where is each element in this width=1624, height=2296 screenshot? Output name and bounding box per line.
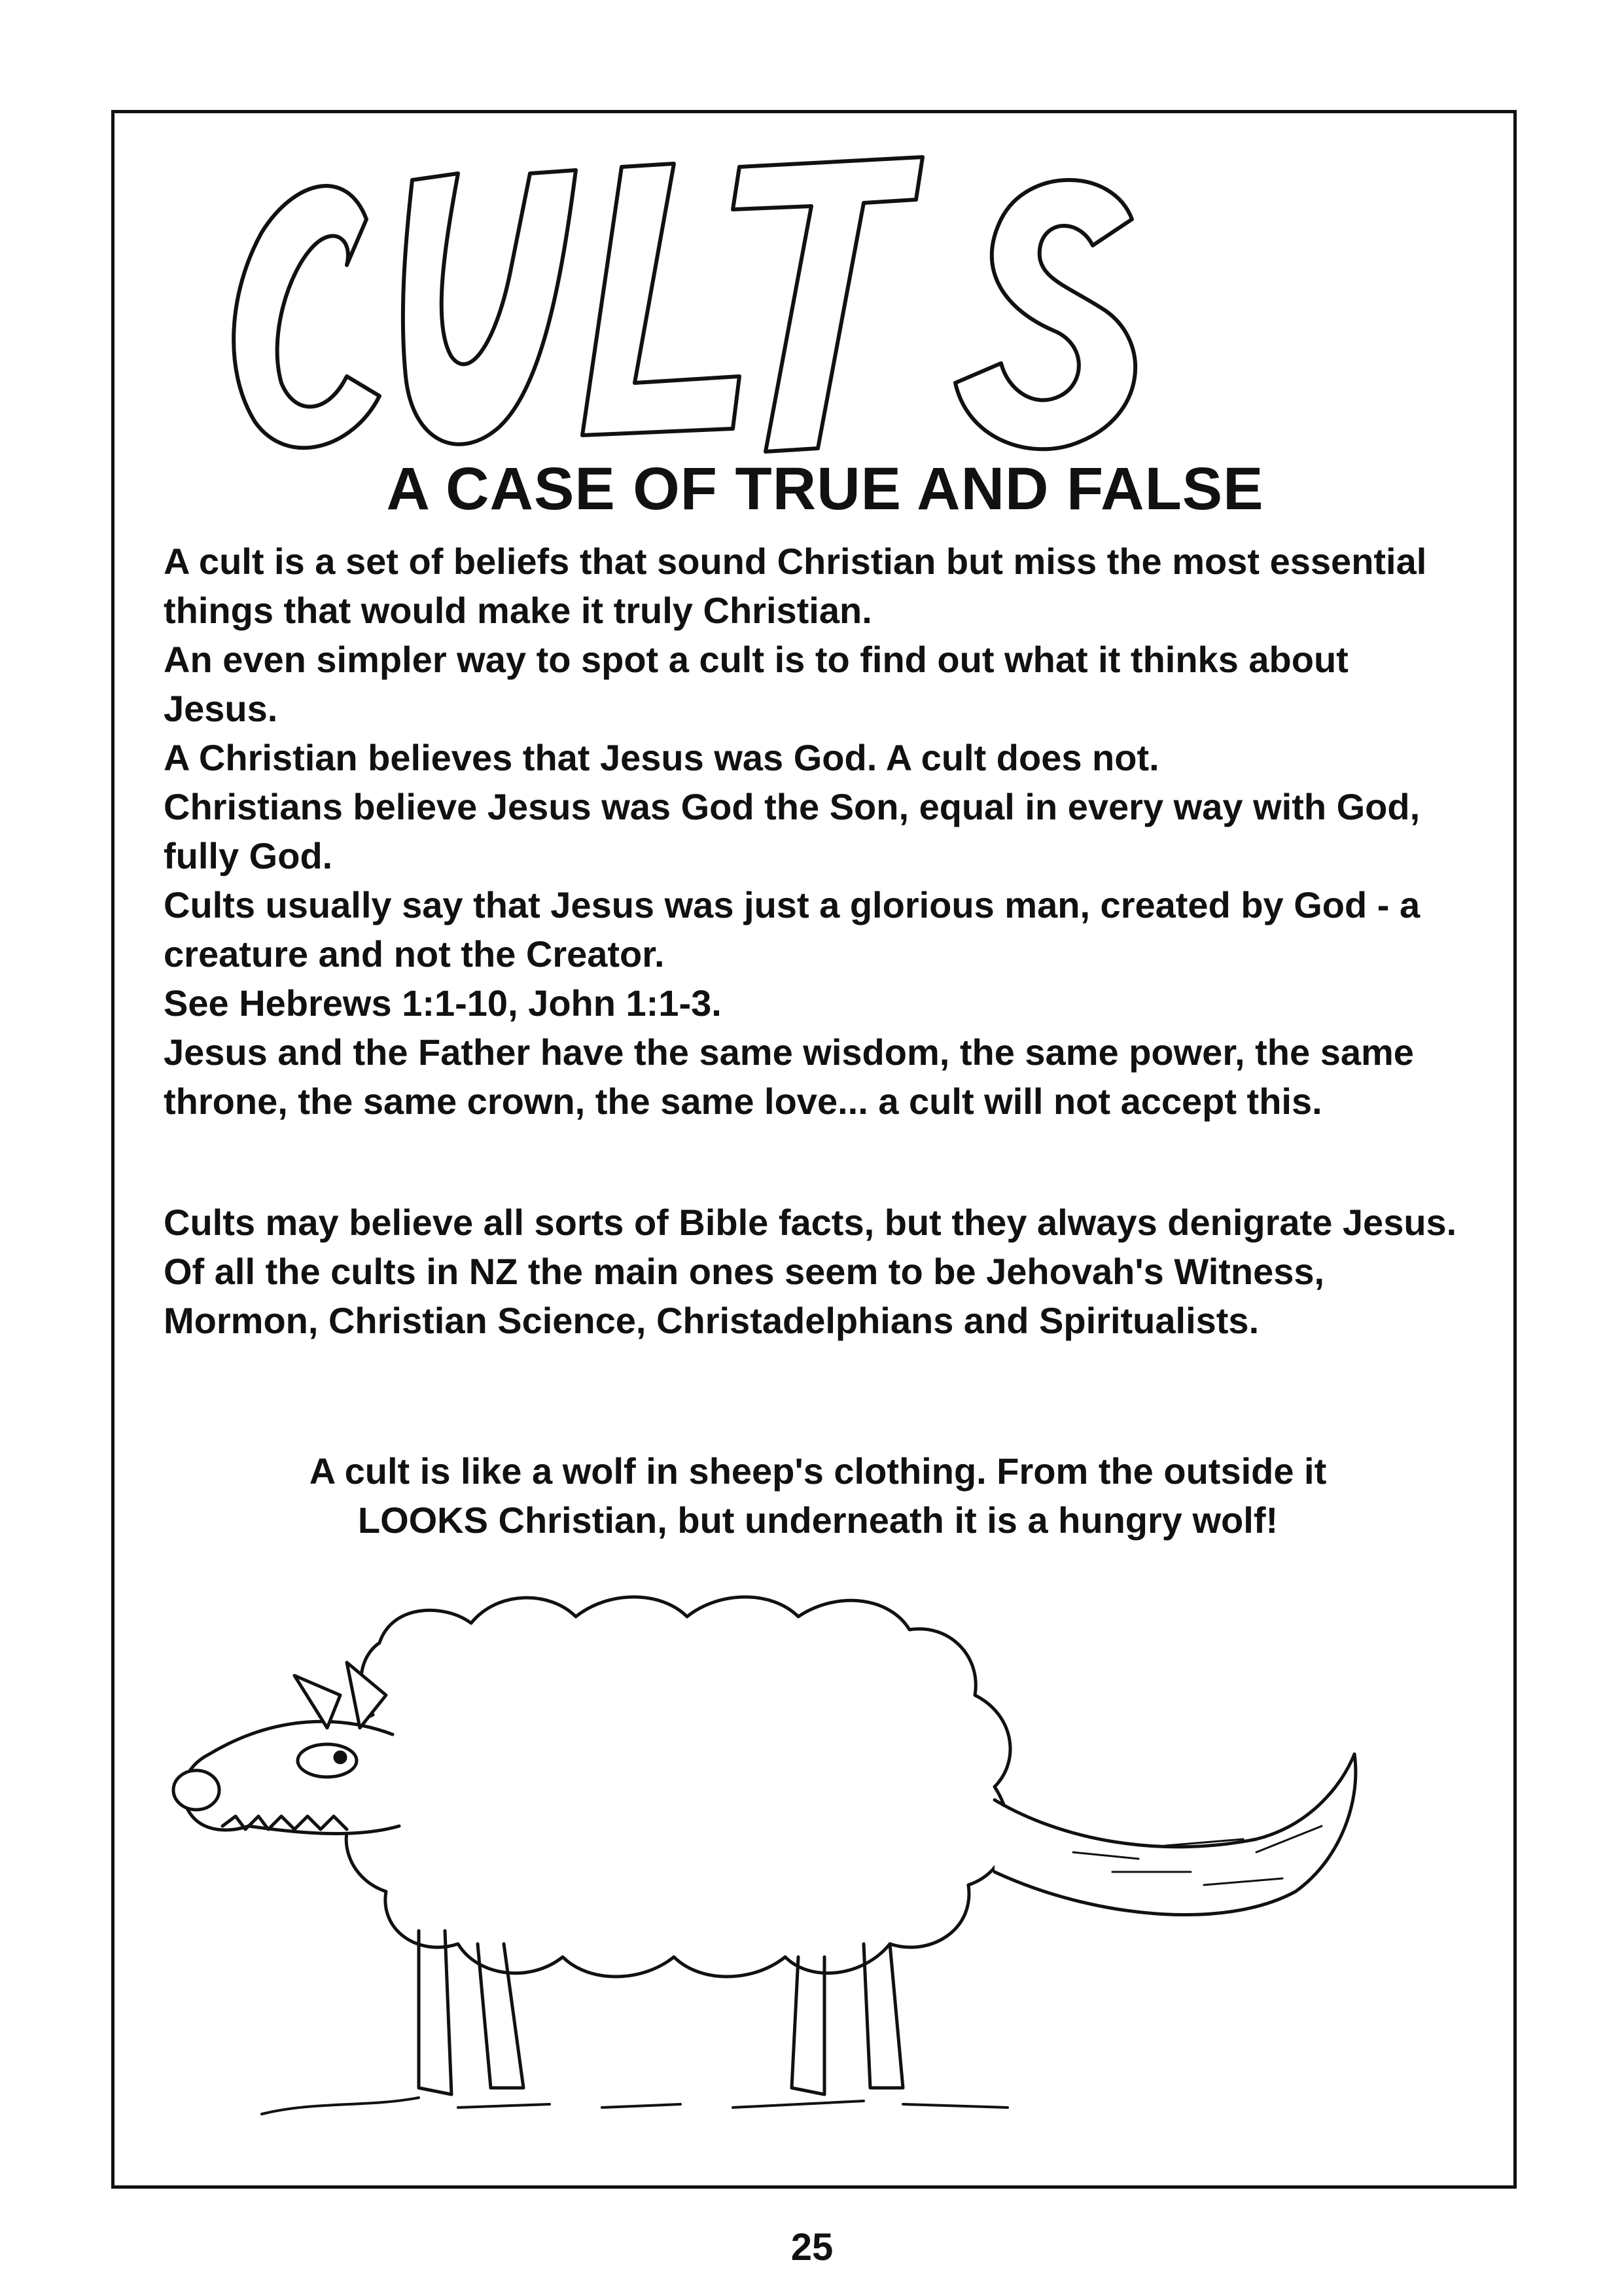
wolf-leg — [419, 1931, 451, 2094]
paragraph: Jesus and the Father have the same wisdom, the same power, the same throne, the same crown, the same love... a cult will not accept this. — [164, 1031, 1414, 1122]
callout-line: LOOKS Christian, but underneath it is a hungry wolf! — [357, 1499, 1279, 1541]
paragraph: Of all the cults in NZ the main ones seem to be Jehovah's Witness, Mormon, Christian Science, Christadelphians and Spiritualists. — [164, 1251, 1325, 1341]
paragraph: A cult is a set of beliefs that sound Christian but miss the most essential things that would make it truly Christian. — [164, 541, 1427, 631]
letter-s — [955, 180, 1135, 449]
body-text-block-2 — [164, 1198, 1472, 1345]
paragraph: An even simpler way to spot a cult is to find out what it thinks about Jesus. — [164, 639, 1349, 729]
callout-line: A cult is like a wolf in sheep's clothing. From the outside it — [309, 1450, 1327, 1492]
paragraph: A Christian believes that Jesus was God. A cult does not. — [164, 737, 1159, 778]
paragraph: Cults usually say that Jesus was just a glorious man, created by God - a creature and not the Creator. — [164, 884, 1421, 975]
letter-t — [733, 157, 923, 452]
paragraph: Christians believe Jesus was God the Son, equal in every way with God, fully God. — [164, 786, 1421, 876]
wolf-nose — [173, 1770, 219, 1810]
wolf-in-sheeps-clothing-illustration — [144, 1564, 1505, 2153]
ground-line — [262, 2098, 1008, 2114]
letter-u — [403, 170, 576, 444]
wolf-callout — [164, 1446, 1472, 1545]
letter-c — [234, 186, 380, 448]
wolf-leg — [792, 1957, 824, 2094]
page-number: 25 — [790, 2226, 834, 2269]
paragraph: Cults may believe all sorts of Bible facts, but they always denigrate Jesus. — [164, 1202, 1457, 1243]
letter-l — [582, 164, 739, 435]
page-subtitle: A CASE OF TRUE AND FALSE — [386, 456, 1264, 522]
cults-title-art — [216, 141, 1296, 481]
fleece-body — [344, 1597, 1010, 1977]
body-text-block-1 — [164, 537, 1472, 1126]
wolf-leg — [864, 1944, 903, 2088]
paragraph: See Hebrews 1:1-10, John 1:1-3. — [164, 982, 722, 1024]
